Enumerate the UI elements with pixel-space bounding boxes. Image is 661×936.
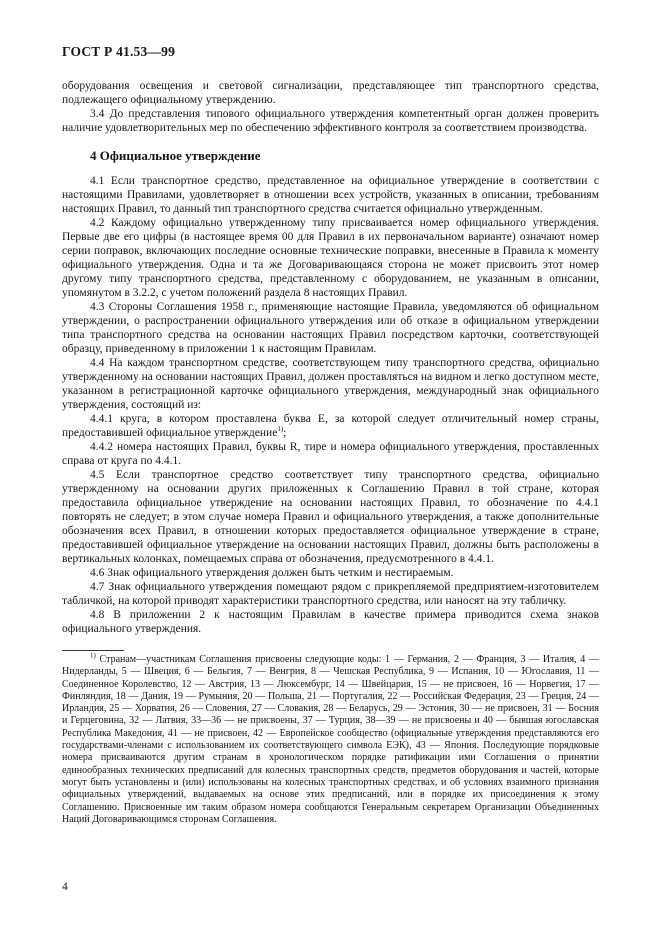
paragraph-4-1: 4.1 Если транспортное средство, представленное на официальное утверждение в соответствии с настоящими Правилами, удовлетворяет в отношении всех устройств, указанных в описании, требованиям настоящих Правил, то данный тип транспортного средства считается официально утвержденным. [62,175,599,215]
paragraph-continuation: оборудования освещения и световой сигнализации, представляющее тип транспортного средства, подлежащего официальному утверждению. [62,80,599,106]
paragraph-4-4-1 [62,412,599,440]
footnote [62,651,599,826]
paragraph-4-4: 4.4 На каждом транспортном средстве, соответствующем типу транспортного средства, официально утвержденному на основании настоящих Правил, должен проставляться на видном и легко доступном месте, указанном в регистрационной карточке официального утверждения, международный знак официального утверждения, состоящий из: [62,357,599,411]
paragraph-4-5: 4.5 Если транспортное средство соответствует типу транспортного средства, официально утвержденному на основании других приложенных к Соглашению Правил в той стране, которая предоставила официальное утверждение на основании настоящих Правил, то обозначение по 4.4.1 повторять не следует; в этом случае номера Правил и официального утверждения, а также дополнительные обозначения всех Правил, в отношении которых предоставляется официальное утверждение в стране, предоставившей официальное утверждение на основании настоящих Правил, должны быть расположены в вертикальных колонках, помещаемых справа от обозначения, предусмотренного в 4.4.1. [62,469,599,565]
page-number: 4 [62,881,68,893]
paragraph-4-4-2: 4.4.2 номера настоящих Правил, буквы R, тире и номера официального утверждения, проставленных справа от круга по 4.4.1. [62,441,599,467]
paragraph-4-4-1-text: 4.4.1 круга, в котором проставлена буква Е, за которой следует отличительный номер страны, предоставившей официальное утверждение [62,413,599,439]
section-title: 4 Официальное утверждение [90,148,261,163]
footnote-marker: 1) [90,651,96,660]
footnote-paragraph [62,651,599,826]
document-header: ГОСТ Р 41.53—99 [62,44,176,59]
paragraph-4-8: 4.8 В приложении 2 к настоящим Правилам в качестве примера приводится схема знаков официального утверждения. [62,609,599,635]
paragraph-4-2: 4.2 Каждому официально утвержденному типу присваивается номер официального утверждения. Первые две его цифры (в настоящее время 00 для Правил в их первоначальном варианте) означают номер серии поправок, включающих последние основные технические поправки, внесенные в Правила к моменту официального утверждения. Одна и та же Договаривающаяся сторона не может присвоить этот номер другому типу транспортного средства, представленному с оборудованием, не указанным в описании, упомянутом в 3.2.2, с учетом положений раздела 8 настоящих Правил. [62,217,599,299]
paragraph-4-3: 4.3 Стороны Соглашения 1958 г., применяющие настоящие Правила, уведомляются об официальном утверждении, о распространении официального утверждения или об отказе в официальном утверждении типа транспортного средства на основании настоящих Правил посредством карточки, соответствующей образцу, приведенному в приложении 1 к настоящим Правилам. [62,301,599,355]
paragraph-3-4: 3.4 До представления типового официального утверждения компетентный орган должен проверить наличие удовлетворительных мер по обеспечению эффективного контроля за соответствием производства. [62,108,599,134]
footnote-reference: 1) [277,425,284,434]
paragraph-4-6: 4.6 Знак официального утверждения должен быть четким и нестираемым. [90,567,454,579]
paragraph-4-7: 4.7 Знак официального утверждения помещают рядом с прикрепляемой предприятием-изготовителем табличкой, на которой приводят характеристики транспортного средства, или наносят на эту табличку. [62,581,599,607]
footnote-text: Странам—участникам Соглашения присвоены следующие коды: 1 — Германия, 2 — Франция, 3 — Италия, 4 — Нидерланды, 5 — Швеция, 6 — Бельгия, 7 — Венгрия, 8 — Чешская Республика, 9 — Испания, 10 — Югославия, 11 — Соединенное Королевство, 12 — Австрия, 13 — Люксембург, 14 — Швейцария, 15 — не присвоен, 16 — Норвегия, 17 — Финляндия, 18 — Дания, 19 — Румыния, 20 — Польша, 21 — Португалия, 22 — Российская Федерация, 23 — Греция, 24 — Ирландия, 25 — Хорватия, 26 — Словения, 27 — Словакия, 28 — Беларусь, 29 — Эстония, 30 — не присвоен, 31 — Босния и Герцеговина, 32 — Латвия, 33—36 — не присвоены, 37 — Турция, 38—39 — не присвоены и 40 — бывшая югославская Республика Македония, 41 — не присвоен, 42 — Европейское сообщество (официальные утверждения представляются его государствами-членами с использованием их соответствующего символа ЕЭК), 43 — Япония. Последующие порядковые номера присваиваются другим странам в хронологическом порядке ратификации ими Соглашения о принятии единообразных технических предписаний для колесных транспортных средств, предметов оборудования и частей, которые могут быть установлены и (или) использованы на колесных транспортных средствах, и об условиях взаимного признания официальных утверждений, выдаваемых на основе этих предписаний, или в порядке их присоединения к этому Соглашению. Присвоенные им таким образом номера сообщаются Генеральным секретарем Организации Объединенных Наций Договаривающимся сторонам Соглашения. [62,654,599,825]
paragraph-4-4-1-end: ; [283,427,287,439]
main-content [62,79,599,636]
